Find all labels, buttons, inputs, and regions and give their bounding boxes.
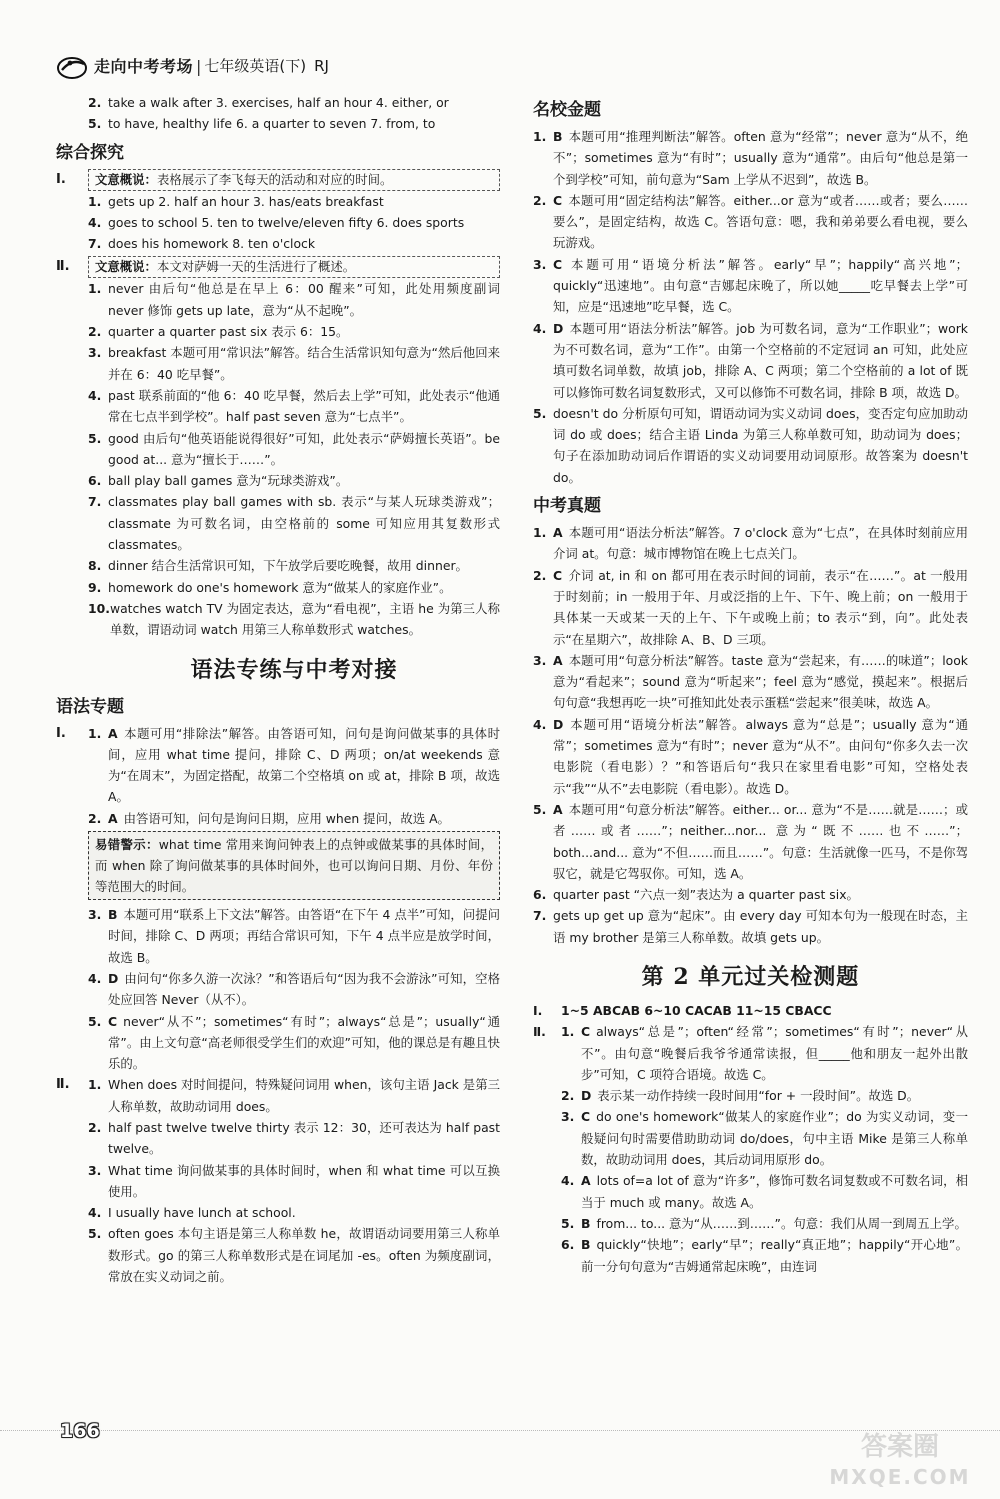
answer-letter: C	[581, 1024, 591, 1040]
answer-item	[561, 1085, 968, 1106]
item-number: 1.	[533, 129, 547, 144]
item-text	[553, 318, 968, 403]
item-number: 3.	[533, 256, 547, 272]
item-number: 2.	[561, 1088, 575, 1104]
explanation-text: I usually have lunch at school.	[108, 1205, 296, 1221]
summary-text: 表格展示了李飞每天的活动和对应的时间。	[156, 171, 393, 187]
answer-item	[88, 428, 500, 471]
item-number: 7.	[88, 494, 102, 510]
item-number: 1.	[88, 725, 102, 741]
answer-item	[533, 905, 968, 948]
answer-item	[88, 577, 500, 598]
answer-letter: B	[581, 1215, 591, 1231]
item-number: 4.	[533, 320, 547, 336]
item-number: 5.	[88, 1226, 102, 1242]
answer-item	[88, 342, 500, 385]
answer-item	[88, 491, 500, 555]
answer-item	[561, 1106, 968, 1170]
answer-item	[561, 1234, 968, 1277]
item-text	[108, 342, 500, 385]
item-text	[108, 470, 500, 491]
explanation-text: breakfast 本题可用“常识法”解答。结合生活常识知句意为“然后他回来并在 6：40 吃早餐”。	[108, 345, 500, 382]
item-number: 3.	[88, 345, 102, 361]
answer-item	[533, 522, 968, 565]
summary-label: 文意概说：	[95, 171, 157, 187]
answer-letter: B	[108, 907, 118, 923]
watermark-text: 答案圈	[860, 1432, 939, 1462]
item-number: 5.	[88, 116, 102, 132]
item-number: 2.	[88, 324, 102, 340]
summary-text: 本文对萨姆一天的生活进行了概述。	[156, 259, 356, 275]
item-number: 5.	[533, 405, 547, 421]
answer-item	[533, 318, 968, 403]
item-number: 6.	[88, 473, 102, 489]
explanation-text: homework do one's homework 意为“做某人的家庭作业”。	[108, 579, 452, 595]
item-number: 7.	[88, 236, 102, 252]
section-title: 综合探究	[56, 142, 124, 163]
section-title: 中考真题	[533, 496, 601, 517]
answer-item	[533, 254, 968, 318]
answer-item	[88, 1160, 500, 1203]
explanation-text: watches watch TV 为固定表达，意为“看电视”，主语 he 为第三人称单数，谓语动词 watch 用第三人称单数形式 watches。	[109, 600, 500, 638]
item-number: 1.	[561, 1024, 575, 1040]
answer-letter: C	[108, 1013, 118, 1029]
item-number: 4.	[561, 1173, 575, 1189]
answer-letter: D	[108, 970, 119, 986]
explanation-text: doesn't do 分析原句可知，谓语动词为实义动词 does，变否定句应加助动词 do 或 does；结合主语 Linda 为第三人称单数可知，助动词为 does；句子在添加助动词后作谓语的实义动词要用动词原形。故答案为 doesn't do。	[553, 405, 968, 485]
answer-item	[88, 723, 500, 808]
explanation-text: never 由后句“他总是在早上 6：00 醒来”可知，此处用频度副词 never 修饰 gets up late，意为“从不起晚”。	[108, 281, 500, 318]
part-two	[56, 256, 500, 278]
item-number: 4.	[88, 387, 102, 403]
item-text	[581, 1213, 968, 1234]
item-text	[108, 968, 500, 1011]
section-title: 名校金题	[533, 100, 601, 120]
summary-box	[88, 256, 500, 278]
item-number: 5.	[88, 430, 102, 446]
explanation-text: always“总是”；often“经常”；sometimes“有时”；never“从不”。由句意“晚餐后我爷爷通常读报，但_____他和朋友一起外出散步”可知，C 项符合语境。故选 C。	[581, 1024, 968, 1082]
item-text	[581, 1085, 968, 1106]
item-text	[108, 321, 500, 342]
warning-tip-box	[88, 831, 500, 900]
item-number: 9.	[88, 579, 102, 595]
answer-item	[88, 555, 500, 576]
item-number: 1.	[533, 525, 547, 541]
explanation-text: 本题可用“推理判断法”解答。often 意为“经常”；never 意为“从不，绝不”；sometimes 意为“有时”；usually 意为“通常”。由后句“他总是第一个到学校”可知，前句意为“Sam 上学从不迟到”，故选 B。	[553, 129, 968, 187]
item-number: 6.	[533, 887, 547, 903]
answer-item	[561, 1021, 968, 1085]
part-mark: Ⅰ.	[56, 725, 66, 741]
answer-item	[533, 799, 968, 884]
part-mark: Ⅱ.	[56, 1077, 70, 1093]
answer-item	[88, 233, 500, 254]
answer-letter: C	[553, 256, 563, 272]
item-text	[108, 1074, 500, 1117]
answer-letter: A	[581, 1173, 591, 1189]
answer-item	[88, 212, 500, 233]
answer-letter: A	[553, 801, 563, 817]
item-number: 3.	[533, 652, 547, 668]
answer-item	[88, 904, 500, 968]
explanation-text: half past twelve twelve thirty 表示 12：30，还可表达为 half past twelve。	[108, 1119, 500, 1157]
watermark-url: MXQE.COM	[829, 1465, 971, 1489]
item-number: 8.	[88, 558, 102, 574]
grammar-part-one	[56, 723, 500, 829]
explanation-text: 本题可用“句意分析法”解答。taste 意为“尝起来，有……的味道”；look 意为“看起来”；sound 意为“听起来”；feel 意为“感觉，摸起来”。根据后句句意“我想再吃一块”可推知此处表示蛋糕“尝起来”很美味，故选 A。	[553, 652, 968, 711]
summary-box	[88, 169, 500, 191]
explanation-text: quarter a quarter past six 表示 6：15。	[108, 324, 349, 340]
book-logo-icon	[56, 54, 90, 80]
answer-item	[561, 1170, 968, 1213]
item-text	[108, 1202, 500, 1223]
explanation-text: from... to... 意为“从……到……”。句意：我们从周一到周五上学。	[596, 1215, 967, 1231]
answer-letter: D	[553, 320, 564, 336]
part-one	[56, 169, 500, 191]
item-text	[553, 905, 968, 948]
explanation-text: 本题可用“语法分析法”解答。7 o'clock 意为“七点”，在具体时刻前应用介词 at。句意：城市博物馆在晚上七点关门。	[553, 525, 968, 562]
item-text	[108, 428, 500, 471]
grammar-part-two	[56, 1074, 500, 1287]
item-text	[108, 278, 500, 321]
item-text	[553, 126, 968, 190]
explanation-text: quarter past “六点一刻”表达为 a quarter past six。	[553, 887, 859, 903]
answer-item	[533, 126, 968, 190]
explanation-text: lots of=a lot of 意为“许多”，修饰可数名词复数或不可数名词，相当于 much 或 many。故选 A。	[581, 1173, 968, 1210]
explanation-text: 本题可用“语法分析法”解答。job 为可数名词，意为“工作职业”；work 为不可数名词，意为“工作”。由第一个空格前的不定冠词 an 可知，此处应填可数名词单数，故填 job，排除 A、C 两项；第二个空格前的 a lot of 既可以修饰可数名词复数形式，又可以修饰不可数名词，排除 B 项，故选 D。	[553, 320, 968, 400]
item-number: 3.	[561, 1109, 575, 1125]
item-number: 4.	[88, 1205, 102, 1221]
section-title: 语法专题	[56, 696, 124, 717]
item-text	[553, 522, 968, 565]
left-column	[56, 92, 500, 1287]
item-text	[553, 403, 968, 488]
item-number: 3.	[88, 1162, 102, 1178]
item-number: 3.	[88, 907, 102, 923]
tip-text: what time 常用来询问钟表上的点钟或做某事的具体时间，而 when 除了询问做某事的具体时间外，也可以询问日期、月份、年份等范围大的时间。	[95, 837, 493, 895]
item-text: goes to school 5. ten to twelve/eleven fifty 6. does sports	[108, 214, 465, 230]
answer-letter: D	[581, 1088, 592, 1104]
item-text	[581, 1234, 968, 1277]
answer-key-row	[533, 1000, 968, 1021]
part-mark: Ⅱ.	[533, 1024, 546, 1040]
answer-item	[88, 1223, 500, 1287]
item-number: 5.	[561, 1215, 575, 1231]
explanation-text: When does 对时间提问，特殊疑问词用 when，该句主语 Jack 是第三人称单数，故助动词用 does。	[108, 1077, 500, 1114]
item-text	[553, 884, 968, 905]
item-text	[108, 491, 500, 555]
answer-item	[88, 470, 500, 491]
summary-label: 文意概说：	[95, 259, 157, 275]
answer-item	[88, 598, 500, 641]
item-text	[553, 565, 968, 650]
explanation-text: What time 询问做某事的具体时间时，when 和 what time 可以互换使用。	[108, 1162, 500, 1199]
footer-divider	[0, 1430, 1000, 1431]
explanation-text: 介词 at, in 和 on 都可用在表示时间的词前，表示“在……”。at 一般用于时刻前；in 一般用于年、月或泛指的上午、下午、晚上前；on 一般用于具体某一天或某一天的上午、下午或晚上前；to 表示“到，向”。此处表示“在星期六”，故排除 A、B、D 三项。	[553, 567, 968, 647]
item-text	[108, 808, 500, 829]
part-mark: Ⅰ.	[56, 171, 66, 187]
item-text	[581, 1021, 968, 1085]
item-number: 4.	[88, 214, 102, 230]
item-number: 4.	[533, 716, 547, 732]
explanation-text: good 由后句“他英语能说得很好”可知，此处表示“萨姆擅长英语”。be good at... 意为“擅长于……”。	[108, 430, 500, 467]
item-number: 5.	[533, 801, 547, 817]
item-text	[108, 1223, 500, 1287]
book-title: 七年级英语(下)	[204, 57, 307, 76]
answer-letter: C	[581, 1109, 591, 1125]
item-text	[108, 577, 500, 598]
item-text	[108, 555, 500, 576]
explanation-text: 由问句“你多久游一次泳？”和答语后句“因为我不会游泳”可知，空格处应回答 Never（从不）。	[108, 970, 500, 1008]
explanation-text: classmates play ball games with sb. 表示“与某人玩球类游戏”；classmate 为可数名词，由空格前的 some 可知应用其复数形式 classmates。	[108, 494, 500, 553]
watermark-logo	[815, 1432, 985, 1492]
answer-item	[88, 278, 500, 321]
explanation-text: 表示某一动作持续一段时间用“for + 一段时间”。故选 D。	[597, 1088, 920, 1104]
answer-letter: D	[553, 716, 564, 732]
brand-name: 走向中考考场	[94, 57, 194, 77]
explanation-text: 本题可用“排除法”解答。由答语可知，问句是询问做某事的具体时间，应用 what time 提问，排除 C、D 两项；on/at weekends 意为“在周末”，为固定搭配，故第二个空格填 on 或 at，排除 B 项，故选 A。	[108, 725, 500, 805]
answer-item	[88, 92, 500, 113]
answer-item	[88, 1011, 500, 1075]
answer-item	[88, 808, 500, 829]
item-number: 1.	[88, 193, 102, 209]
answer-letter: A	[108, 725, 118, 741]
item-number: 7.	[533, 908, 547, 924]
explanation-text: ball play ball games 意为“玩球类游戏”。	[108, 473, 349, 489]
item-text	[108, 904, 500, 968]
item-number: 4.	[88, 970, 102, 986]
item-number: 2.	[533, 192, 547, 208]
page-header	[56, 52, 496, 82]
answer-item	[88, 1202, 500, 1223]
chapter-title: 第 2 单元过关检测题	[641, 963, 860, 990]
answer-item	[533, 565, 968, 650]
explanation-text: 本题可用“固定结构法”解答。either...or 意为“或者……或者；要么……要么”，是固定结构，故选 C。答语句意：嗯，我和弟弟要么看电视，要么玩游戏。	[553, 192, 968, 251]
item-text	[108, 385, 500, 428]
item-text	[553, 254, 968, 318]
chapter-title: 语法专练与中考对接	[190, 656, 398, 683]
item-number: 10.	[88, 600, 110, 616]
answer-letter: C	[553, 192, 563, 208]
explanation-text: 本题可用“联系上下文法”解答。由答语“在下午 4 点半”可知，问提问时间，排除 C、D 两项；再结合常识可知，下午 4 点半应是放学时间，故选 B。	[108, 907, 500, 965]
answer-letter: A	[553, 652, 563, 668]
answer-item	[88, 191, 500, 212]
answer-item	[88, 1074, 500, 1117]
item-number: 6.	[561, 1237, 575, 1253]
item-number: 1.	[88, 281, 102, 297]
item-number: 2.	[88, 810, 102, 826]
answer-letter: A	[108, 810, 118, 826]
answer-key-text: 1~5 ABCAB 6~10 CACAB 11~15 CBACC	[561, 1002, 832, 1018]
item-text: does his homework 8. ten o'clock	[108, 236, 316, 252]
item-number: 2.	[533, 567, 547, 583]
explanation-text: dinner 结合生活常识可知，下午放学后要吃晚餐，故用 dinner。	[108, 558, 468, 574]
explanation-text: often goes 本句主语是第三人称单数 he，故谓语动词要用第三人称单数形式。go 的第三人称单数形式是在词尾加 -es。often 为频度副词，常放在实义动词之前。	[108, 1226, 500, 1285]
answer-item	[533, 403, 968, 488]
explanation-text: never“从不”；sometimes“有时”；always“总是”；usually“通常”。由上文句意“高老师很受学生们的欢迎”可知，他的课总是有趣且快乐的。	[108, 1013, 500, 1072]
item-text: take a walk after 3. exercises, half an hour 4. either, or	[108, 95, 449, 110]
part-mark: Ⅰ.	[533, 1002, 543, 1018]
explanation-text: 本题可用“句意分析法”解答。either... or... 意为“不是……就是……；或者……或者……”；neither...nor... 意为“既不……也不……”；both...and... 意为“不但……而且……”。句意：生活就像一匹马，不是你驾驭它，就是它驾驭你。可知，选 A。	[553, 801, 968, 881]
answer-letter: B	[553, 129, 563, 144]
answer-item	[88, 385, 500, 428]
item-number: 2.	[88, 95, 102, 110]
answer-item	[533, 884, 968, 905]
item-number: 1.	[88, 1077, 102, 1093]
item-text	[108, 1011, 500, 1075]
tip-label: 易错警示：	[95, 837, 159, 853]
item-text	[581, 1170, 968, 1213]
answer-letter: A	[553, 525, 563, 541]
answer-letter: B	[581, 1237, 591, 1253]
test-part-two	[533, 1021, 968, 1277]
item-text	[553, 190, 968, 254]
item-text: to have, healthy life 6. a quarter to seven 7. from, to	[108, 116, 436, 132]
answer-item	[533, 650, 968, 714]
explanation-text: do one's homework“做某人的家庭作业”；do 为实义动词，变一般疑问句时需要借助助动词 do/does，句中主语 Mike 是第三人称单数，故助动词用 does，其后动词用原形 do。	[581, 1109, 968, 1168]
item-text	[108, 723, 500, 808]
part-mark: Ⅱ.	[56, 259, 70, 275]
item-number: 2.	[88, 1119, 102, 1135]
answer-item	[533, 714, 968, 799]
answer-item	[561, 1213, 968, 1234]
answer-letter: C	[553, 567, 563, 583]
item-text	[110, 598, 500, 641]
answer-item	[88, 968, 500, 1011]
explanation-text: quickly“快地”；early“早”；really“真正地”；happily“开心地”。前一分句句意为“吉姆通常起床晚”，由连词	[581, 1237, 968, 1274]
item-text	[108, 1160, 500, 1203]
item-number: 5.	[88, 1013, 102, 1029]
item-text	[108, 1117, 500, 1160]
answer-item	[533, 190, 968, 254]
header-separator: |	[196, 57, 202, 77]
explanation-text: 本题可用“语境分析法”解答。always 意为“总是”；usually 意为“通常”；sometimes 意为“有时”；never 意为“从不”。由问句“你多久去一次电影院（看电影）？”和答语后句“我只在家里看电影”可知，空格处表示“我”“从不”去电影院（看电影）。故选 D。	[553, 716, 968, 796]
explanation-text: gets up get up 意为“起床”。由 every day 可知本句为一般现在时态，主语 my brother 是第三人称单数。故填 gets up。	[553, 908, 968, 945]
item-text	[581, 1106, 968, 1170]
item-text: gets up 2. half an hour 3. has/eats breakfast	[108, 193, 384, 209]
answer-item	[88, 321, 500, 342]
item-text	[553, 714, 968, 799]
explanation-text: past 联系前面的“他 6：40 吃早餐，然后去上学”可知，此处表示“他通常在七点半到学校”。half past seven 意为“七点半”。	[108, 387, 500, 425]
page-number: 166	[60, 1420, 100, 1443]
explanation-text: 由答语可知，问句是询问日期，应用 when 提问，故选 A。	[123, 810, 450, 826]
answer-item	[88, 113, 500, 134]
item-text	[553, 799, 968, 884]
answer-item	[88, 1117, 500, 1160]
edition-label: RJ	[314, 57, 329, 76]
right-column	[533, 92, 968, 1277]
explanation-text: 本题可用“语境分析法”解答。early“早”；happily“高兴地”；quickly“迅速地”。由句意“吉娜起床晚了，所以她_____吃早餐去上学”可知，应是“迅速地”吃早餐，选 C。	[553, 256, 968, 315]
item-text	[553, 650, 968, 714]
